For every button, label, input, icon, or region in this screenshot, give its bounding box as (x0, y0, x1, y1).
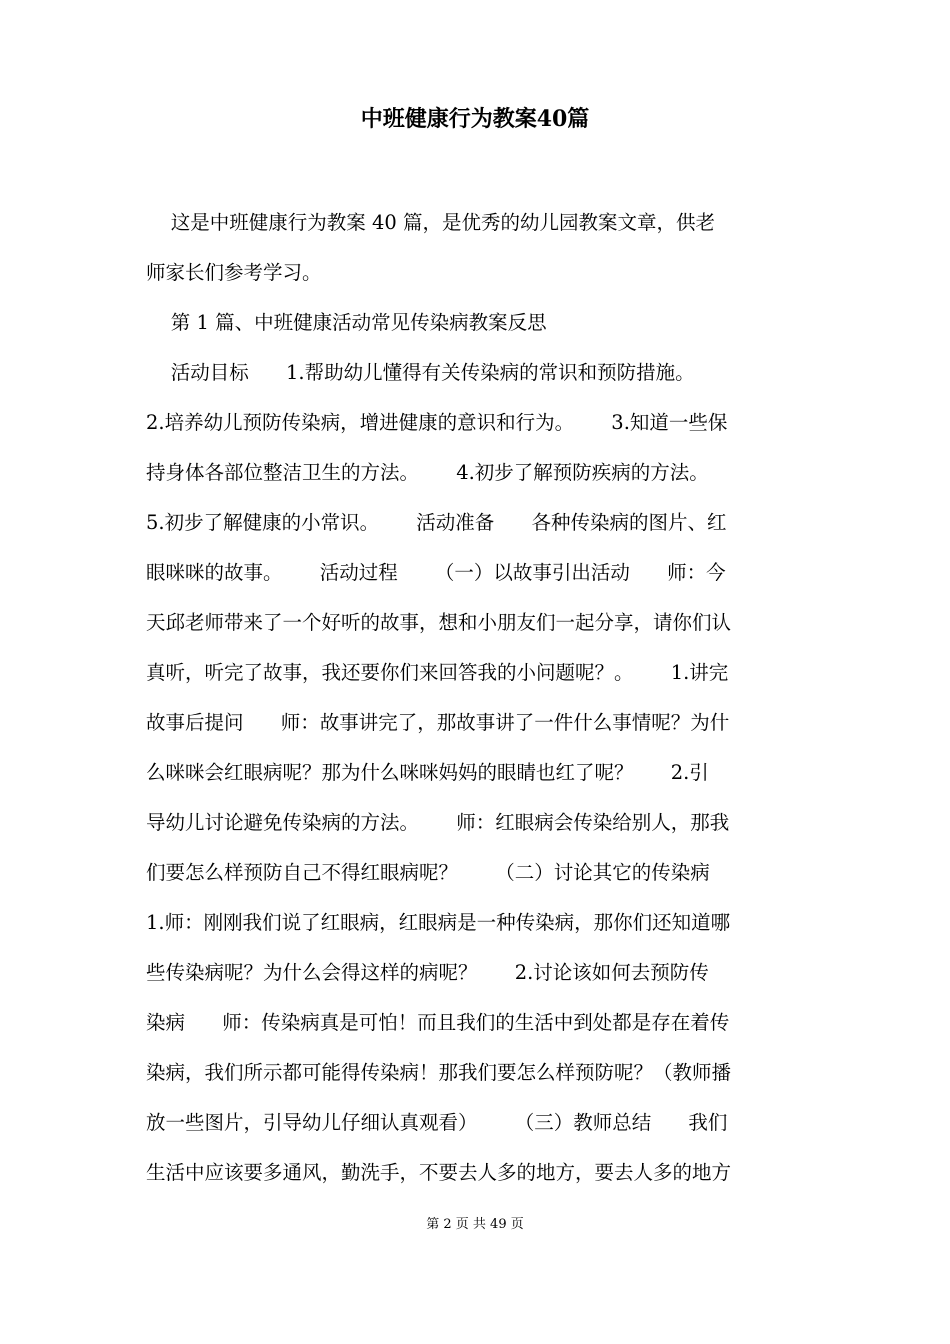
document-title: 中班健康行为教案40篇 (360, 106, 590, 132)
body-line: 眼咪咪的故事。 活动过程 （一）以故事引出活动 师：今 (146, 561, 726, 584)
body-line: 2.培养幼儿预防传染病，增进健康的意识和行为。 3.知道一些保 (146, 411, 728, 434)
body-line: 们要怎么样预防自己不得红眼病呢？ （二）讨论其它的传染病 (146, 861, 710, 884)
body-line: 生活中应该要多通风，勤洗手，不要去人多的地方，要去人多的地方 (146, 1161, 732, 1184)
body-line: 些传染病呢？为什么会得这样的病呢？ 2.讨论该如何去预防传 (146, 961, 709, 984)
body-line: 真听，听完了故事，我还要你们来回答我的小问题呢？。 1.讲完 (146, 661, 729, 684)
body-line: 1.师：刚刚我们说了红眼病，红眼病是一种传染病，那你们还知道哪 (146, 911, 731, 934)
body-line: 放一些图片，引导幼儿仔细认真观看） （三）教师总结 我们 (146, 1111, 728, 1134)
section-heading: 第 1 篇、中班健康活动常见传染病教案反思 (146, 311, 547, 334)
body-line: 这是中班健康行为教案 40 篇，是优秀的幼儿园教案文章，供老 (146, 211, 716, 234)
body-line: 活动目标 1.帮助幼儿懂得有关传染病的常识和预防措施。 (146, 361, 695, 384)
body-line: 导幼儿讨论避免传染病的方法。 师：红眼病会传染给别人，那我 (146, 811, 730, 834)
body-line: 故事后提问 师：故事讲完了，那故事讲了一件什么事情呢？为什 (146, 711, 730, 734)
body-line: 持身体各部位整洁卫生的方法。 4.初步了解预防疾病的方法。 (146, 461, 709, 484)
body-line: 天邱老师带来了一个好听的故事，想和小朋友们一起分享，请你们认 (146, 611, 732, 634)
document-body (146, 198, 818, 1198)
body-line: 染病 师：传染病真是可怕！而且我们的生活中到处都是存在着传 (146, 1011, 730, 1034)
body-line: 5.初步了解健康的小常识。 活动准备 各种传染病的图片、红 (146, 511, 727, 534)
page-number: 第 2 页 共 49 页 (426, 1217, 524, 1232)
body-line: 师家长们参考学习。 (146, 261, 322, 284)
body-line: 么咪咪会红眼病呢？那为什么咪咪妈妈的眼睛也红了呢？ 2.引 (146, 761, 709, 784)
body-line: 染病，我们所示都可能得传染病！那我们要怎么样预防呢？（教师播 (146, 1061, 732, 1084)
